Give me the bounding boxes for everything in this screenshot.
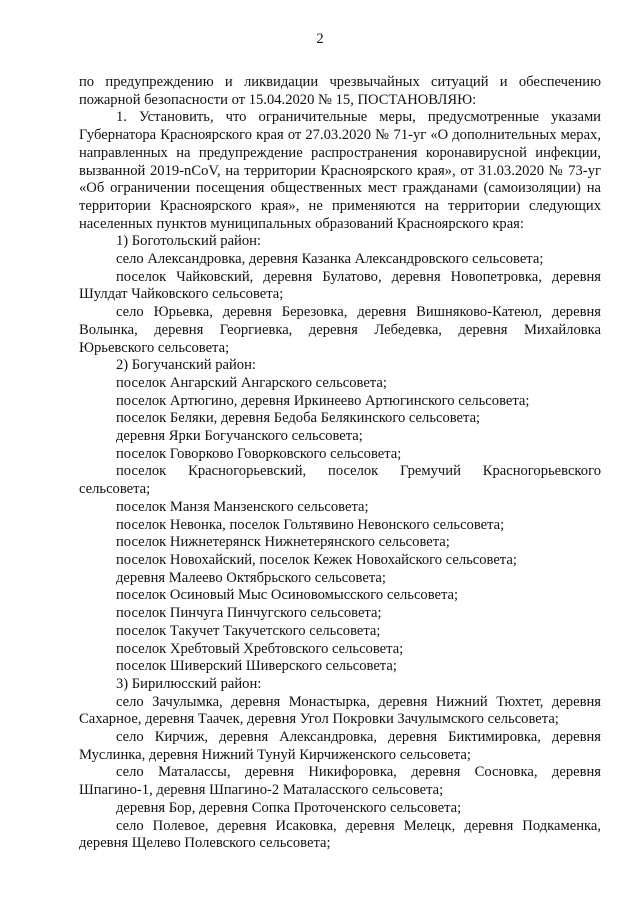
district-heading-bogotolsky: 1) Боготольский район:: [116, 233, 262, 250]
list-item: поселок Красногорьевский, поселок Гремучий Красногорьевского сельсовета;: [79, 463, 601, 498]
list-item: село Александровка, деревня Казанка Александровского сельсовета;: [116, 251, 544, 268]
list-item: поселок Пинчуга Пинчугского сельсовета;: [116, 605, 382, 622]
list-item: деревня Ярки Богучанского сельсовета;: [116, 428, 363, 445]
list-item: деревня Бор, деревня Сопка Проточенского сельсовета;: [116, 799, 462, 816]
list-item: поселок Невонка, поселок Гольтявино Невонского сельсовета;: [116, 516, 505, 533]
paragraph-intro: по предупреждению и ликвидации чрезвычайных ситуаций и обеспечению пожарной безопасности от 15.04.2020 № 15, ПОСТАНОВЛЯЮ:: [79, 74, 601, 108]
document-body: [79, 74, 601, 853]
list-item: поселок Манзя Манзенского сельсовета;: [116, 498, 369, 515]
list-item: поселок Артюгино, деревня Иркинеево Артюгинского сельсовета;: [116, 392, 530, 409]
list-item: село Кирчиж, деревня Александровка, деревня Биктимировка, деревня Муслинка, деревня Нижний Тунуй Кирчиженского сельсовета;: [79, 729, 601, 763]
list-item: село Зачулымка, деревня Монастырка, деревня Нижний Тюхтет, деревня Сахарное, деревня Таачек, деревня Угол Покровки Зачулымского сельсовета;: [79, 693, 601, 728]
page-number: 2: [316, 31, 324, 47]
list-item: село Полевое, деревня Исаковка, деревня Мелецк, деревня Подкаменка, деревня Щелево Полевского сельсовета;: [79, 817, 601, 852]
list-item: поселок Хребтовый Хребтовского сельсовета;: [116, 640, 404, 657]
district-heading-boguchansky: 2) Богучанский район:: [116, 357, 256, 374]
list-item: поселок Шиверский Шиверского сельсовета;: [116, 658, 397, 675]
list-item: поселок Такучет Такучетского сельсовета;: [116, 622, 381, 639]
list-item: деревня Малеево Октябрьского сельсовета;: [116, 569, 386, 586]
list-item: поселок Говорково Говорковского сельсовета;: [116, 445, 402, 462]
list-item: поселок Осиновый Мыс Осиновомысского сельсовета;: [116, 587, 459, 604]
list-item: поселок Чайковский, деревня Булатово, деревня Новопетровка, деревня Шулдат Чайковского сельсовета;: [79, 268, 601, 303]
list-item: село Юрьевка, деревня Березовка, деревня Вишняково-Катеюл, деревня Волынка, деревня Георгиевка, деревня Лебедевка, деревня Михайловка Юрьевского сельсовета;: [79, 304, 601, 356]
list-item: поселок Новохайский, поселок Кежек Новохайского сельсовета;: [116, 551, 517, 568]
list-item: поселок Ангарский Ангарского сельсовета;: [116, 374, 387, 391]
paragraph-clause-1: 1. Установить, что ограничительные меры, предусмотренные указами Губернатора Красноярского края от 27.03.2020 № 71-уг «О дополнительных мерах, направленных на предупреждение распространения коронавирусной инфекции, вызванной 2019-nCoV, на территории Красноярского края», от 31.03.2020 № 73-уг «Об ограничении посещения общественных мест гражданами (самоизоляции) на территории Красноярского края», не применяются на территории следующих населенных пунктов муниципальных образований Красноярского края:: [79, 109, 601, 232]
district-heading-birilyussky: 3) Бирилюсский район:: [116, 675, 262, 692]
list-item: село Маталассы, деревня Никифоровка, деревня Сосновка, деревня Шпагино-1, деревня Шпагино-2 Маталасского сельсовета;: [79, 764, 601, 799]
list-item: поселок Нижнетерянск Нижнетерянского сельсовета;: [116, 534, 450, 551]
list-item: поселок Беляки, деревня Бедоба Белякинского сельсовета;: [116, 410, 481, 427]
